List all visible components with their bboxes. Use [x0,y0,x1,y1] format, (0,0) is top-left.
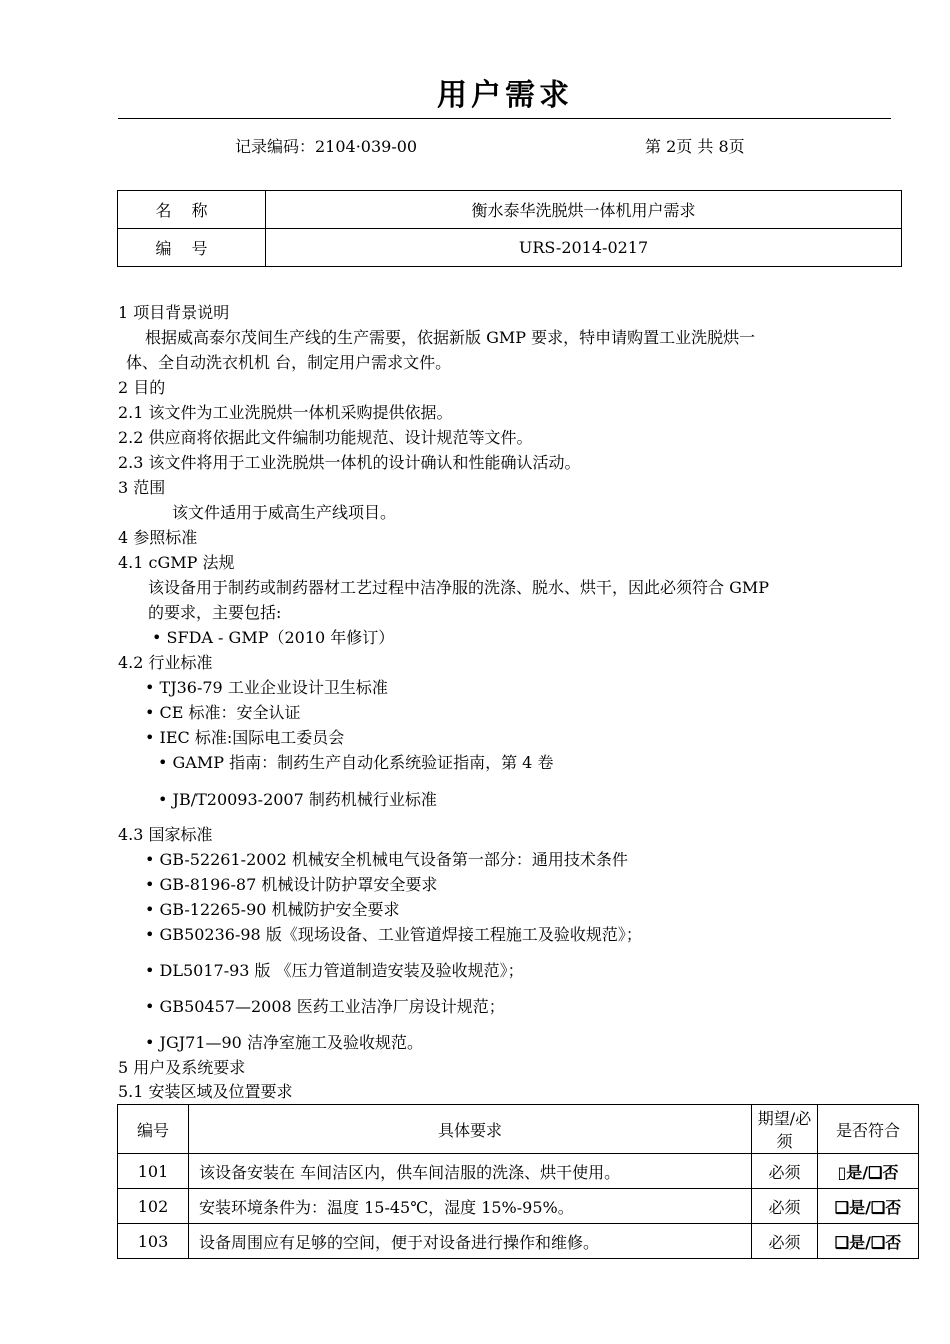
page-title: 用户需求 [437,78,573,113]
header-requirement: 具体要求 [189,1105,752,1154]
row-text: 安装环境条件为：温度 15-45℃，湿度 15%-95%。 [189,1189,752,1224]
subsection-heading: 4.1 cGMP 法规 [118,553,235,572]
header-need: 期望/必须 [752,1105,818,1154]
section-heading: 1 项目背景说明 [118,303,230,322]
info-key: 名称 [118,191,266,229]
section-heading: 5 用户及系统要求 [118,1058,246,1077]
list-item: 2.2 供应商将依据此文件编制功能规范、设计规范等文件。 [118,428,533,447]
section-heading: 2 目的 [118,378,166,397]
bullet-item: • GB-8196-87 机械设计防护罩安全要求 [145,875,438,894]
row-need: 必须 [752,1224,818,1259]
bullet-item: • DL5017-93 版 《压力管道制造安装及验收规范》； [145,961,524,980]
row-text: 该设备安装在 车间洁区内，供车间洁服的洗涤、烘干使用。 [189,1154,752,1189]
row-text: 设备周围应有足够的空间，便于对设备进行操作和维修。 [189,1224,752,1259]
row-need: 必须 [752,1154,818,1189]
info-value: 衡水泰华洗脱烘一体机用户需求 [266,191,902,229]
subsection-heading: 4.3 国家标准 [118,825,213,844]
section-heading: 4 参照标准 [118,528,198,547]
row-comply-checkboxes[interactable]: ❑是/❑否 [818,1189,919,1224]
table-row [118,1224,919,1259]
bullet-item: • IEC 标准:国际电工委员会 [145,728,345,747]
table-row [118,1154,919,1189]
bullet-item: • TJ36-79 工业企业设计卫生标准 [145,678,388,697]
row-comply-checkboxes[interactable]: ▯是/❑否 [818,1154,919,1189]
bullet-item: • JB/T20093-2007 制药机械行业标准 [158,790,437,809]
info-key: 编号 [118,229,266,267]
bullet-item: • GB-52261-2002 机械安全机械电气设备第一部分：通用技术条件 [145,850,628,869]
paragraph-line: 体、全自动洗衣机机 台，制定用户需求文件。 [126,353,452,372]
row-id: 101 [118,1154,189,1189]
bullet-item: • GB-12265-90 机械防护安全要求 [145,900,400,919]
info-value: URS-2014-0217 [266,229,902,267]
table-header-row [118,1105,919,1154]
paragraph-line: 该文件适用于威高生产线项目。 [172,503,397,522]
bullet-item: • CE 标准：安全认证 [145,703,301,722]
list-item: 2.3 该文件将用于工业洗脱烘一体机的设计确认和性能确认活动。 [118,453,581,472]
record-code: 记录编码：2104·039-00 [235,137,418,156]
header-comply: 是否符合 [818,1105,919,1154]
bullet-item: • GB50236-98 版《现场设备、工业管道焊接工程施工及验收规范》； [145,925,642,944]
row-id: 102 [118,1189,189,1224]
row-id: 103 [118,1224,189,1259]
section-heading: 3 范围 [118,478,166,497]
table-row [118,1189,919,1224]
info-row [118,229,902,267]
info-table [117,190,902,267]
requirements-table [117,1104,919,1259]
row-need: 必须 [752,1189,818,1224]
bullet-item: • GAMP 指南：制药生产自动化系统验证指南，第 4 卷 [158,753,554,772]
subsection-heading: 5.1 安装区域及位置要求 [118,1082,293,1101]
subsection-heading: 4.2 行业标准 [118,653,213,672]
paragraph-line: 的要求，主要包括: [148,603,282,622]
page-info: 第 2页 共 8页 [645,137,745,156]
paragraph-line: 根据威高泰尔茂间生产线的生产需要，依据新版 GMP 要求，特申请购置工业洗脱烘一 [145,328,756,347]
list-item: 2.1 该文件为工业洗脱烘一体机采购提供依据。 [118,403,453,422]
bullet-item: • JGJ71—90 洁净室施工及验收规范。 [145,1033,423,1052]
info-row [118,191,902,229]
header-id: 编号 [118,1105,189,1154]
bullet-item: • GB50457—2008 医药工业洁净厂房设计规范； [145,997,505,1016]
bullet-item: • SFDA - GMP（2010 年修订） [152,628,395,647]
row-comply-checkboxes[interactable]: ❑是/❑否 [818,1224,919,1259]
paragraph-line: 该设备用于制药或制药器材工艺过程中洁净服的洗涤、脱水、烘干，因此必须符合 GMP [148,578,770,597]
title-divider [118,118,891,119]
